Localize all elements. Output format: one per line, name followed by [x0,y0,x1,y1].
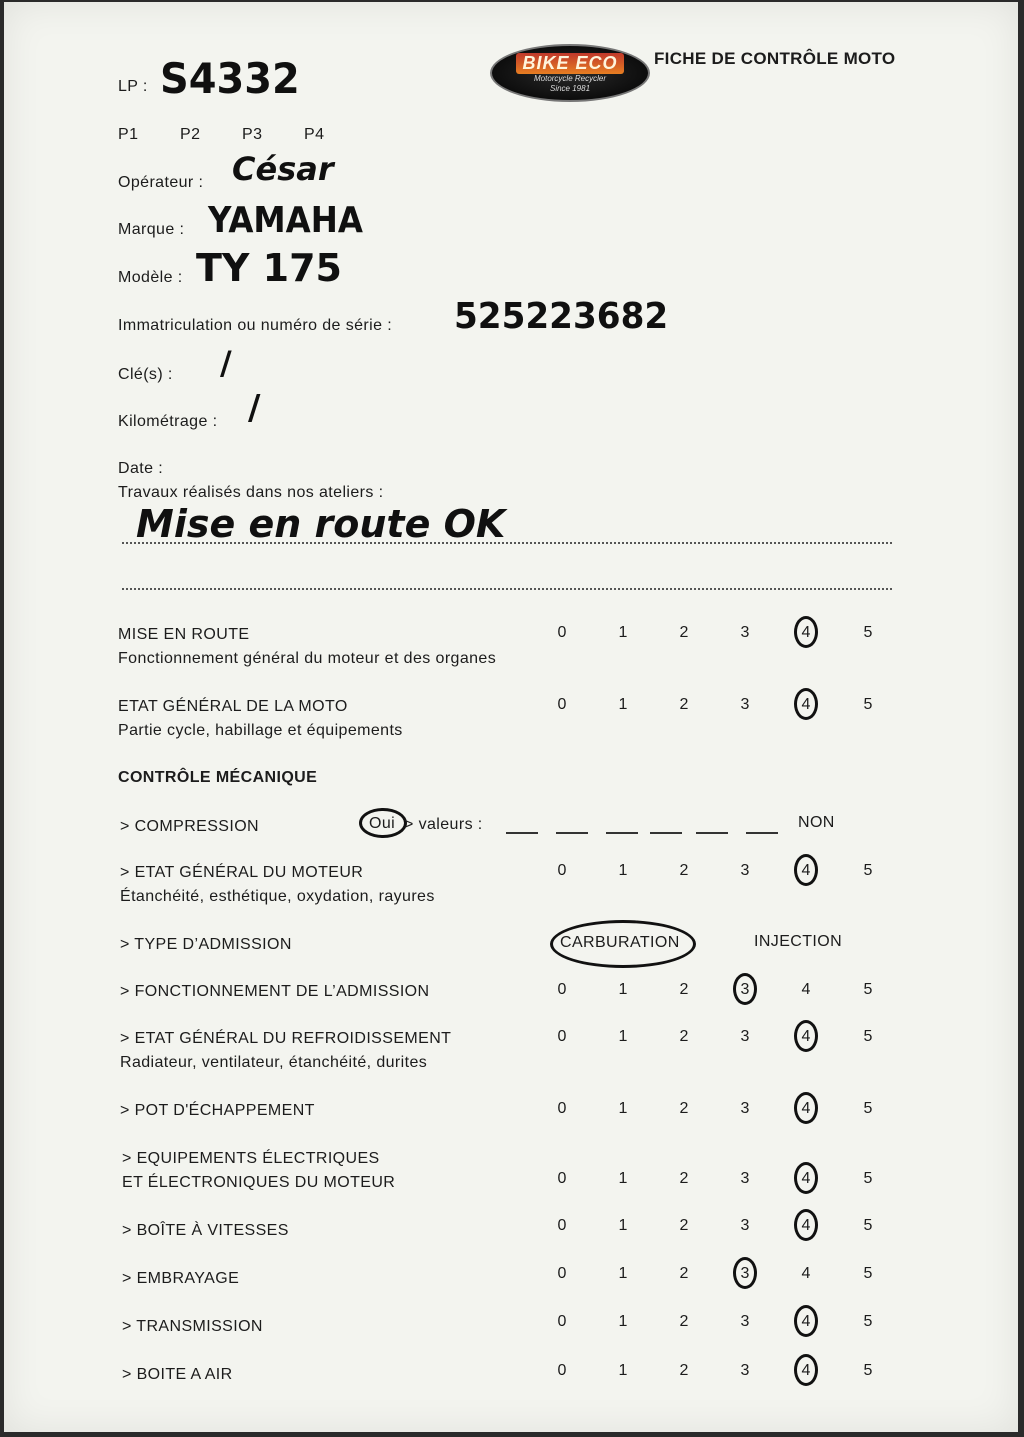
km-value: / [248,388,261,428]
score-0: 0 [557,1362,567,1379]
score-2: 2 [679,862,689,879]
valeur-blank-1 [506,832,538,834]
etat-general-title: ETAT GÉNÉRAL DE LA MOTO [118,698,348,715]
refroidissement-title: > ETAT GÉNÉRAL DU REFROIDISSEMENT [120,1030,452,1047]
valeur-blank-6 [746,832,778,834]
score-1: 1 [618,1313,628,1330]
score-4: 4 [801,981,811,998]
travaux-line-1 [122,542,892,544]
selected-score-circle [794,1092,818,1124]
lp-label: LP : [118,78,148,95]
score-3: 3 [740,696,750,713]
score-5: 5 [863,1170,873,1187]
marque-label: Marque : [118,221,185,238]
score-2: 2 [679,1100,689,1117]
valeur-blank-2 [556,832,588,834]
modele-value: TY 175 [196,246,342,290]
valeur-blank-4 [650,832,682,834]
injection-option: INJECTION [754,933,843,950]
score-1: 1 [618,862,628,879]
score-1: 1 [618,1028,628,1045]
score-1: 1 [618,1362,628,1379]
score-4: 4 [801,1028,811,1045]
immat-value: 525223682 [454,296,669,337]
electrique-title2: ET ÉLECTRONIQUES DU MOTEUR [122,1174,396,1191]
selected-score-circle [794,1354,818,1386]
score-5: 5 [863,1217,873,1234]
p4-label: P4 [304,126,325,143]
score-4: 4 [801,1170,811,1187]
score-4: 4 [801,862,811,879]
score-1: 1 [618,1170,628,1187]
operateur-value: César [232,150,334,188]
travaux-value: Mise en route OK [136,502,506,546]
score-2: 2 [679,1313,689,1330]
score-2: 2 [679,1028,689,1045]
cles-label: Clé(s) : [118,366,173,383]
sheet-title: FICHE DE CONTRÔLE MOTO [654,49,896,68]
score-0: 0 [557,981,567,998]
score-4: 4 [801,1362,811,1379]
score-1: 1 [618,1265,628,1282]
compression-valeurs-label: > valeurs : [404,816,483,833]
boite-air-title: > BOITE A AIR [122,1366,233,1383]
score-2: 2 [679,1265,689,1282]
score-5: 5 [863,624,873,641]
moteur-title: > ETAT GÉNÉRAL DU MOTEUR [120,864,364,881]
score-5: 5 [863,1265,873,1282]
selected-score-circle [794,688,818,720]
logo-brand: BIKE ECO [516,53,623,74]
p2-label: P2 [180,126,201,143]
transmission-title: > TRANSMISSION [122,1318,263,1335]
admission-type-title: > TYPE D’ADMISSION [120,936,292,953]
score-3: 3 [740,1170,750,1187]
travaux-line-2 [122,588,892,590]
score-0: 0 [557,1100,567,1117]
embrayage-title: > EMBRAYAGE [122,1270,240,1287]
p1-label: P1 [118,126,139,143]
score-0: 0 [557,696,567,713]
score-2: 2 [679,1170,689,1187]
score-3: 3 [740,1100,750,1117]
electrique-title: > EQUIPEMENTS ÉLECTRIQUES [122,1150,380,1167]
score-0: 0 [557,1028,567,1045]
operateur-label: Opérateur : [118,174,204,191]
score-0: 0 [557,1265,567,1282]
moteur-sub: Étanchéité, esthétique, oxydation, rayures [120,888,435,905]
score-0: 0 [557,624,567,641]
score-1: 1 [618,624,628,641]
score-3: 3 [740,862,750,879]
score-5: 5 [863,981,873,998]
score-2: 2 [679,696,689,713]
bike-eco-logo [490,44,650,102]
mise-en-route-sub: Fonctionnement général du moteur et des organes [118,650,497,667]
etat-general-sub: Partie cycle, habillage et équipements [118,722,403,739]
score-2: 2 [679,1217,689,1234]
score-0: 0 [557,1313,567,1330]
compression-non: NON [798,814,835,831]
score-3: 3 [740,1362,750,1379]
score-3: 3 [740,624,750,641]
score-1: 1 [618,1217,628,1234]
score-4: 4 [801,1265,811,1282]
immat-label: Immatriculation ou numéro de série : [118,317,393,334]
score-3: 3 [740,1028,750,1045]
score-4: 4 [801,1100,811,1117]
score-2: 2 [679,981,689,998]
score-0: 0 [557,862,567,879]
selected-score-circle [794,1305,818,1337]
selected-score-circle [794,854,818,886]
score-0: 0 [557,1170,567,1187]
score-0: 0 [557,1217,567,1234]
score-4: 4 [801,624,811,641]
score-5: 5 [863,696,873,713]
logo-line2: Since 1981 [549,84,591,93]
modele-label: Modèle : [118,269,183,286]
echappement-title: > POT D'ÉCHAPPEMENT [120,1102,315,1119]
valeur-blank-3 [606,832,638,834]
selected-score-circle [733,973,757,1005]
score-3: 3 [740,1265,750,1282]
date-label: Date : [118,460,164,477]
score-5: 5 [863,1100,873,1117]
fonct-admission-title: > FONCTIONNEMENT DE L’ADMISSION [120,983,430,1000]
travaux-label: Travaux réalisés dans nos ateliers : [118,484,384,501]
score-1: 1 [618,1100,628,1117]
score-3: 3 [740,1313,750,1330]
carburation-option: CARBURATION [560,934,680,951]
compression-title: > COMPRESSION [120,818,260,835]
logo-line1: Motorcycle Recycler [533,74,606,83]
score-5: 5 [863,1028,873,1045]
score-5: 5 [863,1313,873,1330]
selected-score-circle [794,1162,818,1194]
selected-score-circle [794,616,818,648]
marque-value: YAMAHA [208,200,363,241]
score-1: 1 [618,981,628,998]
score-5: 5 [863,862,873,879]
score-5: 5 [863,1362,873,1379]
control-sheet [4,2,1018,1432]
compression-oui: Oui [369,815,396,832]
score-2: 2 [679,1362,689,1379]
score-4: 4 [801,1217,811,1234]
km-label: Kilométrage : [118,413,218,430]
selected-score-circle [794,1020,818,1052]
controle-mecanique-title: CONTRÔLE MÉCANIQUE [118,769,318,786]
boite-title: > BOÎTE À VITESSES [122,1222,289,1239]
score-2: 2 [679,624,689,641]
score-4: 4 [801,696,811,713]
lp-value: S4332 [160,54,300,103]
selected-score-circle [733,1257,757,1289]
score-3: 3 [740,981,750,998]
valeur-blank-5 [696,832,728,834]
mise-en-route-title: MISE EN ROUTE [118,626,250,643]
score-1: 1 [618,696,628,713]
score-4: 4 [801,1313,811,1330]
cles-value: / [220,344,232,382]
score-3: 3 [740,1217,750,1234]
refroidissement-sub: Radiateur, ventilateur, étanchéité, durites [120,1054,428,1071]
p3-label: P3 [242,126,263,143]
selected-score-circle [794,1209,818,1241]
